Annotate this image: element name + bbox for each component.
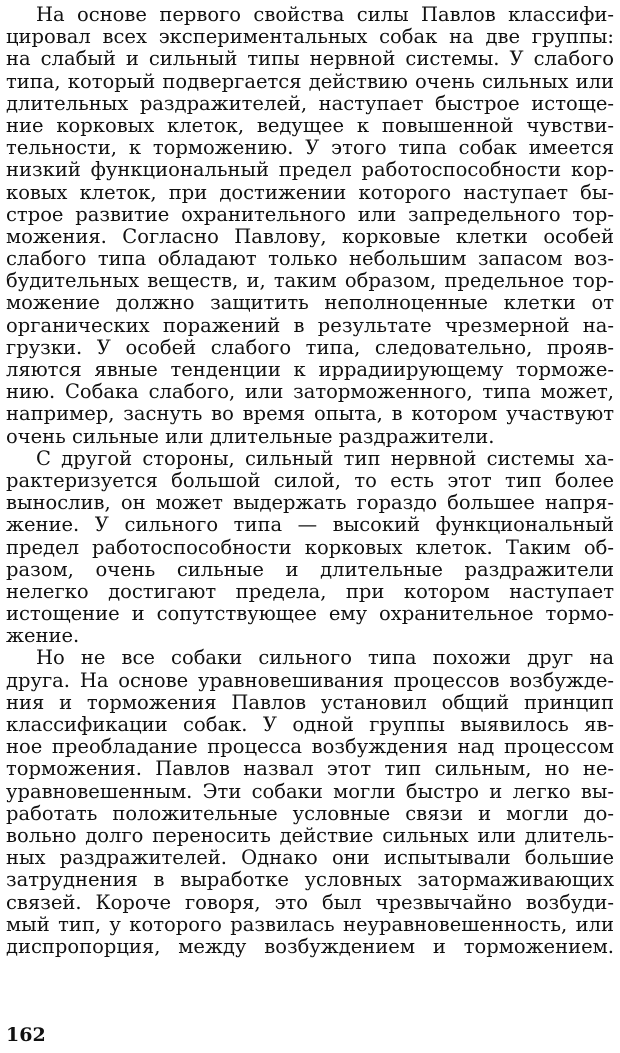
text-line: уравновешенным. Эти собаки могли быстро и легко вы- — [6, 780, 614, 803]
text-line: разом, очень сильные и длительные раздражители — [6, 558, 614, 581]
text-line: грузки. У особей слабого типа, следовательно, прояв- — [6, 336, 614, 359]
text-line: затруднения в выработке условных затормаживающих — [6, 869, 614, 892]
text-line: вольно долго переносить действие сильных или длитель- — [6, 824, 614, 847]
text-line: будительных веществ, и, таким образом, предельное тор- — [6, 270, 614, 293]
paragraph-2 — [6, 448, 614, 648]
text-line: строе развитие охранительного или запредельного тор- — [6, 203, 614, 226]
text-line: нелегко достигают предела, при котором наступает — [6, 580, 614, 603]
text-line: ное преобладание процесса возбуждения над процессом — [6, 736, 614, 759]
text-line: мый тип, у которого развилась неуравновешенность, или — [6, 913, 614, 936]
text-line: Но не все собаки сильного типа похожи друг на — [36, 647, 614, 670]
text-line: С другой стороны, сильный тип нервной системы ха- — [36, 447, 614, 470]
text-line: вынослив, он может выдержать гораздо большее напря- — [6, 492, 614, 515]
text-line: предел работоспособности корковых клеток. Таким об- — [6, 536, 614, 559]
text-line: истощение и сопутствующее ему охранительное тормо- — [6, 603, 614, 626]
text-line: тельности, к торможению. У этого типа собак имеется — [6, 137, 614, 160]
text-line: длительных раздражителей, наступает быстрое истоще- — [6, 92, 614, 115]
text-line: ляются явные тенденции к иррадиирующему торможе- — [6, 359, 614, 381]
text-line: работать положительные условные связи и могли до- — [6, 802, 614, 825]
text-line: жение. У сильного типа — высокий функциональный — [6, 514, 614, 537]
text-line: на слабый и сильный типы нервной системы. У слабого — [6, 48, 614, 71]
paragraph-3 — [6, 647, 614, 958]
text-line: цировал всех экспериментальных собак на две группы: — [6, 26, 614, 49]
text-line: ние корковых клеток, ведущее к повышенной чувстви- — [6, 114, 614, 137]
text-line: типа, который подвергается действию очень сильных или — [6, 70, 614, 93]
text-line: рактеризуется большой силой, то есть этот тип более — [6, 469, 614, 492]
page-number: 162 — [6, 1024, 46, 1046]
text-line: На основе первого свойства силы Павлов классифи- — [36, 4, 614, 26]
text-line: очень сильные или длительные раздражители. — [6, 425, 495, 448]
text-line: диспропорция, между возбуждением и торможением. — [6, 935, 614, 958]
text-line: связей. Короче говоря, это был чрезвычайно возбуди- — [6, 891, 614, 914]
text-line: ковых клеток, при достижении которого наступает бы- — [6, 181, 614, 204]
text-line: ных раздражителей. Однако они испытывали большие — [6, 847, 614, 870]
paragraph-1 — [6, 4, 614, 448]
text-line: слабого типа обладают только небольшим запасом воз- — [6, 248, 614, 271]
body-text — [6, 4, 614, 958]
text-line: классификации собак. У одной группы выявилось яв- — [6, 714, 614, 736]
text-line: нию. Собака слабого, или заторможенного, типа может, — [6, 381, 614, 404]
text-line: ния и торможения Павлов установил общий принцип — [6, 691, 614, 714]
text-line: можение должно защитить неполноценные клетки от — [6, 292, 614, 315]
text-line: жение. — [6, 625, 80, 648]
text-line: например, заснуть во время опыта, в котором участвуют — [6, 403, 614, 426]
text-line: торможения. Павлов назвал этот тип сильным, но не- — [6, 758, 614, 781]
text-line: можения. Согласно Павлову, корковые клетки особей — [6, 225, 614, 248]
text-line: друга. На основе уравновешивания процессов возбужде- — [6, 669, 614, 692]
text-line: низкий функциональный предел работоспособности кор- — [6, 159, 614, 182]
text-line: органических поражений в результате чрезмерной на- — [6, 314, 614, 337]
